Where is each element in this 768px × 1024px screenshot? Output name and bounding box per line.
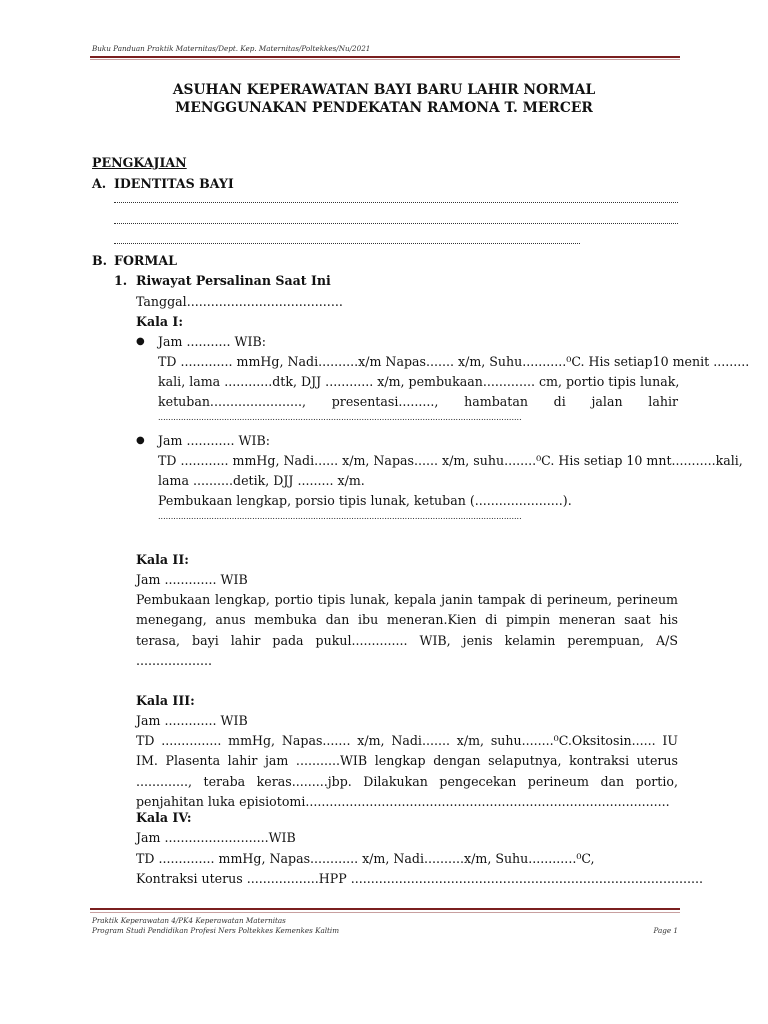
running-header: Buku Panduan Praktik Maternitas/Dept. Kep. Maternitas/Poltekkes/Nu/2021 <box>92 44 371 53</box>
header-divider-thin <box>90 59 680 60</box>
footer-divider <box>90 908 680 910</box>
formal-heading: FORMAL <box>114 253 177 268</box>
kala-1-heading: Kala I: <box>136 314 183 329</box>
kala-1-dotted-line: ............................................................................................................................................... <box>158 413 522 422</box>
kala-1-line: TD ............. mmHg, Nadi..........x/m Napas....... x/m, Suhu...........⁰C. His setiap10 menit ......... <box>158 354 750 369</box>
kala-2-paragraph: Pembukaan lengkap, portio tipis lunak, kepala janin tampak di perineum, perineum menegang, anus membuka dan ibu meneran.Kien di pimpin meneran saat his terasa, bayi lahir pada pukul.............. WIB, jenis kelamin perempuan, A/S ................... <box>136 592 678 668</box>
kala-4-line: TD .............. mmHg, Napas............ x/m, Nadi..........x/m, Suhu............⁰C, <box>136 851 595 866</box>
item-letter-a: A. <box>92 176 107 191</box>
riwayat-heading: Riwayat Persalinan Saat Ini <box>136 273 331 288</box>
page-title-line-1: ASUHAN KEPERAWATAN BAYI BARU LAHIR NORMAL <box>172 82 596 98</box>
kala-3-paragraph: TD ............... mmHg, Napas....... x/m, Nadi....... x/m, suhu........⁰C.Oksitosin...... IU IM. Plasenta lahir jam ...........WIB lengkap dengan selaputnya, kontraksi uterus ............., teraba keras.........jbp. Dilakukan pengecekan perineum dan portio, penjahitan luka episiotomi........................................................................................... <box>136 733 678 809</box>
item-number-1: 1. <box>114 273 128 288</box>
fill-line <box>114 241 580 244</box>
identitas-heading: IDENTITAS BAYI <box>114 176 234 191</box>
bullet-icon: ● <box>136 336 145 347</box>
kala-1-line: Pembukaan lengkap, porsio tipis lunak, ketuban (......................). <box>158 493 572 508</box>
tanggal-field: Tanggal....................................... <box>136 294 343 309</box>
footer-divider-thin <box>90 912 680 913</box>
kala-4-heading: Kala IV: <box>136 810 192 825</box>
kala-3-heading: Kala III: <box>136 693 195 708</box>
kala-1-line: TD ............ mmHg, Nadi...... x/m, Napas...... x/m, suhu........⁰C. His setiap 10 mnt...........kali, <box>158 453 743 468</box>
page-number: Page 1 <box>653 926 678 935</box>
bullet-icon: ● <box>136 435 145 446</box>
kala-2-heading: Kala II: <box>136 552 189 567</box>
kala-4-line: Kontraksi uterus ..................HPP ........................................................................................ <box>136 871 703 886</box>
item-letter-b: B. <box>92 253 108 268</box>
footer-line-2: Program Studi Pendidikan Profesi Ners Poltekkes Kemenkes Kaltim <box>92 926 340 935</box>
kala-3-jam: Jam ............. WIB <box>136 713 248 728</box>
kala-1-jam-2: Jam ............ WIB: <box>158 433 270 448</box>
kala-2-jam: Jam ............. WIB <box>136 572 248 587</box>
kala-1-line: ketuban......................., presentasi........., hambatan di jalan lahir <box>158 394 678 409</box>
kala-1-jam-1: Jam ........... WIB: <box>158 334 266 349</box>
kala-1-line: lama ..........detik, DJJ ......... x/m. <box>158 473 365 488</box>
footer-line-1: Praktik Keperawatan 4/PK4 Keperawatan Maternitas <box>92 916 286 925</box>
kala-1-dotted-line: ............................................................................................................................................... <box>158 512 522 521</box>
fill-line <box>114 221 678 224</box>
section-heading: PENGKAJIAN <box>92 155 187 170</box>
header-divider <box>90 56 680 58</box>
page-title-line-2: MENGGUNAKAN PENDEKATAN RAMONA T. MERCER <box>175 100 593 116</box>
kala-4-jam: Jam ..........................WIB <box>136 830 296 845</box>
kala-1-line: kali, lama ............dtk, DJJ ............ x/m, pembukaan............. cm, portio tipis lunak, <box>158 374 680 389</box>
fill-line <box>114 200 678 203</box>
